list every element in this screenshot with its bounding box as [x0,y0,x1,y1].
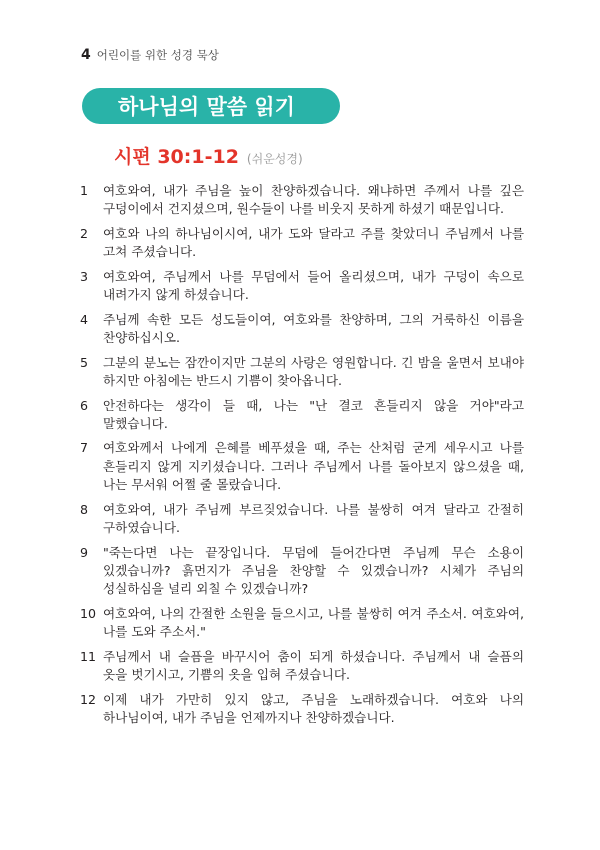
verse-number: 6 [80,397,89,413]
verse-5 [80,354,524,391]
verse-4 [80,311,524,348]
verse-12 [80,691,524,728]
verse-10 [80,605,524,642]
verse-number: 8 [80,501,89,517]
verse-8 [80,501,524,538]
verse-number: 10 [80,605,97,621]
passage-reference: 시편 30:1-12 [114,146,239,168]
verse-number: 2 [80,225,89,241]
verse-text: 여호와 나의 하나님이시여, 내가 도와 달라고 주를 찾았더니 주님께서 나를 고쳐 주셨습니다. [103,225,524,260]
verse-list [80,182,524,734]
section-banner [82,88,340,124]
verse-text: 여호와께서 나에게 은혜를 베푸셨을 때, 주는 산처럼 굳게 세우시고 나를 흔들리지 않게 지키셨습니다. 그러나 주님께서 나를 돌아보지 않으셨을 때, 나는 무서워 어쩔 줄 몰랐습니다. [103,440,524,493]
running-header [81,47,219,67]
verse-text: 여호와여, 주님께서 나를 무덤에서 들어 올리셨으며, 내가 구덩이 속으로 내려가지 않게 하셨습니다. [103,268,524,303]
verse-number: 7 [80,440,89,456]
page-number: 4 [81,47,91,63]
verse-text: 여호와여, 내가 주님께 부르짖었습니다. 나를 불쌍히 여겨 달라고 간절히 구하였습니다. [103,501,524,536]
verse-number: 12 [80,691,97,707]
verse-9 [80,544,524,599]
verse-2 [80,225,524,262]
verse-number: 3 [80,268,89,284]
verse-number: 1 [80,183,89,198]
verse-text: 이제 내가 가만히 있지 않고, 주님을 노래하겠습니다. 여호와 나의 하나님이여, 내가 주님을 언제까지나 찬양하겠습니다. [103,691,524,726]
verse-number: 4 [80,311,89,327]
verse-3 [80,268,524,305]
verse-text: 그분의 분노는 잠깐이지만 그분의 사랑은 영원합니다. 긴 밤을 울면서 보내야 하지만 아침에는 반드시 기쁨이 찾아옵니다. [103,354,524,389]
verse-number: 11 [80,648,97,664]
verse-text: 주님께서 내 슬픔을 바꾸시어 춤이 되게 하셨습니다. 주님께서 내 슬픔의 옷을 벗기시고, 기쁨의 옷을 입혀 주셨습니다. [103,648,524,683]
verse-6 [80,397,524,434]
verse-text: 여호와여, 나의 간절한 소원을 들으시고, 나를 불쌍히 여겨 주소서. 여호와여, 나를 도와 주소서." [103,605,524,640]
verse-text: "죽는다면 나는 끝장입니다. 무덤에 들어간다면 주님께 무슨 소용이 있겠습니까? 흙먼지가 주님을 찬양할 수 있겠습니까? 시체가 주님의 성실하심을 널리 외칠 수 있겠습니까? [103,544,524,597]
passage-version: (쉬운성경) [246,152,303,166]
passage-heading [114,142,303,169]
verse-11 [80,648,524,685]
section-title: 하나님의 말씀 읽기 [118,95,295,119]
book-title: 어린이를 위한 성경 묵상 [96,48,219,62]
verse-text: 주님께 속한 모든 성도들이여, 여호와를 찬양하며, 그의 거룩하신 이름을 찬양하십시오. [103,311,524,346]
verse-7 [80,439,524,494]
verse-1 [80,182,524,219]
verse-text: 여호와여, 내가 주님을 높이 찬양하겠습니다. 왜냐하면 주께서 나를 깊은 구덩이에서 건지셨으며, 원수들이 나를 비웃지 못하게 하셨기 때문입니다. [103,183,524,217]
verse-number: 5 [80,354,89,370]
verse-text: 안전하다는 생각이 들 때, 나는 "난 결코 흔들리지 않을 거야"라고 말했습니다. [103,397,524,431]
verse-number: 9 [80,544,89,560]
